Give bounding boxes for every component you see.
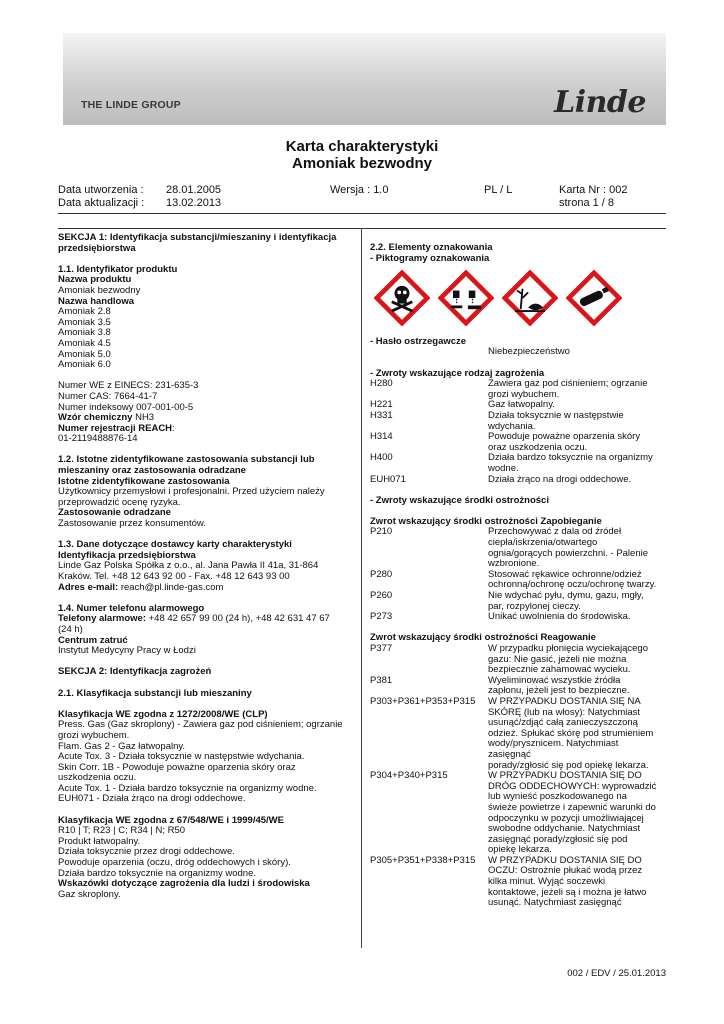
statement-row: [370, 527, 666, 569]
text-line: [58, 360, 356, 371]
text-line-main: Powoduje oparzenia (oczu, dróg oddechowych i skóry).: [58, 857, 291, 869]
created-value: 28.01.2005: [166, 184, 222, 196]
pictogram-row: [374, 270, 666, 326]
text-line: [58, 667, 356, 678]
response-heading: Zwrot wskazujący środki ostrożności Reagowanie: [370, 632, 596, 644]
brand-logo: Linde: [554, 85, 646, 120]
text-line-main: Flam. Gas 2 - Gaz łatwopalny.: [58, 740, 186, 752]
statement-row: [370, 591, 666, 612]
signal-word: Niebezpieczeństwo: [488, 346, 570, 358]
text-line-main: Zastosowanie przez konsumentów.: [58, 518, 206, 530]
statement-line: wdychania.: [488, 420, 536, 432]
statement-line: świeże powietrze i zapewnić warunki do: [488, 801, 656, 813]
statement-row: [370, 612, 666, 623]
header-banner: [63, 33, 666, 125]
statement-line: wody/prysznicem. Natychmiast: [488, 738, 619, 750]
text-line-main: Istotne zidentyfikowane zastosowania: [58, 475, 230, 487]
statement-line: W PRZYPADKU DOSTANIA SIĘ DO: [488, 770, 642, 782]
text-line-main: 1.4. Numer telefonu alarmowego: [58, 602, 205, 614]
hazard-statements: [370, 379, 666, 485]
version: Wersja : 1.0: [330, 184, 389, 196]
prevention-heading: Zwrot wskazujący środki ostrożności Zapobieganie: [370, 515, 602, 527]
statement-code: P381: [370, 674, 393, 686]
text-line-main: SEKCJA 2: Identyfikacja zagrożeń: [58, 666, 212, 678]
statement-line: porady/zgłosić się pod opiekę lekarza.: [488, 759, 649, 771]
statement-text: [488, 432, 666, 453]
statement-code: H331: [370, 409, 393, 421]
statement-text: [488, 644, 666, 676]
text-line-main: Acute Tox. 3 - Działa toksycznie w następstwie wdychania.: [58, 751, 305, 763]
statement-text: [488, 697, 666, 771]
statement-code: H314: [370, 431, 393, 443]
text-line-main: Nazwa produktu: [58, 274, 132, 286]
text-line-rest: :: [172, 422, 175, 434]
text-line-main: 01-2119488876-14: [58, 433, 138, 445]
statement-text: [488, 475, 666, 486]
statement-line: DRÓG ODDECHOWYCH: wyprowadzić: [488, 780, 657, 792]
gas-cylinder-icon: [566, 270, 622, 326]
statement-line: Działa żrąco na drogi oddechowe.: [488, 473, 632, 485]
statement-line: Unikać uwolnienia do środowiska.: [488, 611, 631, 623]
statement-line: usunąć. Natychmiast zasięgnąć: [488, 897, 622, 909]
statement-line: zasięgnąć porady/zgłosić się pod: [488, 833, 628, 845]
updated-value: 13.02.2013: [166, 197, 222, 209]
footer-code: 002 / EDV / 25.01.2013: [567, 968, 666, 979]
updated-label: Data aktualizacji :: [58, 197, 145, 209]
text-line: [58, 890, 356, 901]
prevention-statements: [370, 527, 666, 622]
text-line-main: Produkt łatwopalny.: [58, 835, 141, 847]
statement-text: [488, 612, 666, 623]
text-line: [58, 519, 356, 530]
statement-line: odpoczynku w pozycji umożliwiającej: [488, 812, 644, 824]
text-line-main: Użytkownicy przemysłowi i profesjonalni. Przed użyciem należy: [58, 486, 325, 498]
statement-line: odzież. Spłukać skórę pod strumieniem: [488, 727, 654, 739]
statement-line: kontaktowe, jeżeli są i można je łatwo: [488, 886, 647, 898]
text-line-main: grozi wybuchem.: [58, 729, 130, 741]
text-line-main: Press. Gas (Gaz skroplony) - Zawiera gaz pod ciśnieniem; ogrzanie: [58, 719, 343, 731]
text-line-main: Amoniak 4.5: [58, 337, 111, 349]
statement-line: usunąć/zdjąć całą zanieczyszczoną: [488, 717, 638, 729]
statement-line: zasięgnąć: [488, 748, 531, 760]
text-line-main: Wzór chemiczny: [58, 412, 133, 424]
text-line-main: Kraków. Tel. +48 12 643 92 00 - Fax. +48 12 643 93 00: [58, 571, 290, 582]
left-column: [58, 233, 356, 900]
text-line: [58, 434, 356, 445]
statement-text: [488, 591, 666, 612]
text-line-main: uszkodzenia oczu.: [58, 772, 137, 784]
statement-text: [488, 856, 666, 909]
statement-code: EUH071: [370, 473, 406, 485]
statement-text: [488, 379, 666, 400]
statement-row: [370, 475, 666, 486]
statement-line: bezpiecznie zahamować wycieku.: [488, 664, 631, 676]
document-subtitle: Amoniak bezwodny: [291, 155, 433, 172]
pictograms-heading: - Piktogramy oznakowania: [370, 252, 490, 264]
statement-line: Gaz łatwopalny.: [488, 399, 555, 411]
text-line-main: Identyfikacja przedsiębiorstwa: [58, 549, 196, 561]
statement-line: SKÓRĘ (lub na włosy): Natychmiast: [488, 706, 641, 718]
text-line-main: R10 | T; R23 | C; R34 | N; R50: [58, 825, 186, 837]
statement-row: [370, 453, 666, 474]
text-line-main: 2.1. Klasyfikacja substancji lub mieszaniny: [58, 687, 252, 699]
text-line: [58, 794, 356, 805]
skull-crossbones-icon: [374, 270, 430, 326]
statement-row: [370, 676, 666, 697]
statement-line: Działa bardzo toksycznie na organizmy: [488, 452, 653, 464]
statement-code: H400: [370, 452, 393, 464]
hazard-statements-heading: - Zwroty wskazujące rodzaj zagrożenia: [370, 367, 545, 379]
text-line-main: 1.2. Istotne zidentyfikowane zastosowania substancji lub: [58, 454, 315, 466]
statement-line: Przechowywać z dala od źródeł: [488, 526, 622, 538]
statement-text: [488, 676, 666, 697]
signal-word-heading: - Hasło ostrzegawcze: [370, 335, 467, 347]
statement-line: oraz uszkodzenia oczu.: [488, 441, 588, 453]
text-line-rest: reach@pl.linde-gas.com: [118, 581, 224, 593]
column-divider: [361, 228, 362, 948]
text-line-main: 1.3. Dane dotyczące dostawcy karty charakterystyki: [58, 539, 292, 551]
text-line-main: Zastosowanie odradzane: [58, 507, 171, 519]
text-line-main: Gaz skroplony.: [58, 888, 121, 900]
text-line-main: EUH071 - Działa żrąco na drogi oddechowe.: [58, 793, 246, 805]
statement-code: H221: [370, 399, 393, 411]
text-line: [58, 646, 356, 657]
text-line-main: Numer indeksowy 007-001-00-5: [58, 401, 194, 413]
statement-code: P303+P361+P353+P315: [370, 695, 476, 707]
text-line-main: Numer CAS: 7664-41-7: [58, 390, 158, 402]
statement-line: opiekę lekarza.: [488, 844, 552, 856]
statement-row: [370, 644, 666, 676]
text-line-main: (24 h): [58, 623, 83, 635]
statement-row: [370, 379, 666, 400]
text-line-main: Instytut Medycyny Pracy w Łodzi: [58, 645, 196, 657]
text-line-main: mieszaniny oraz zastosowania odradzane: [58, 465, 246, 477]
statement-code: P304+P340+P315: [370, 770, 448, 782]
text-line: [58, 614, 356, 625]
text-line-main: Działa bardzo toksycznie na organizmy wodne.: [58, 867, 257, 879]
text-line-main: Klasyfikacja WE zgodna z 1272/2008/WE (CLP): [58, 708, 268, 720]
environment-icon: [502, 270, 558, 326]
text-line: [58, 689, 356, 700]
text-line-main: Acute Tox. 1 - Działa bardzo toksycznie na organizmy wodne.: [58, 782, 317, 794]
text-line-main: przedsiębiorstwa: [58, 242, 136, 254]
text-line-main: Klasyfikacja WE zgodna z 67/548/WE i 1999/45/WE: [58, 814, 284, 826]
card-number: Karta Nr : 002: [559, 184, 628, 196]
page-number: strona 1 / 8: [559, 197, 615, 209]
statement-line: W przypadku płonięcia wyciekającego: [488, 643, 648, 654]
text-line-main: Amoniak 5.0: [58, 348, 111, 360]
statement-code: P377: [370, 643, 393, 654]
right-column: [370, 243, 666, 909]
statement-line: OCZU: Ostrożnie płukać wodą przez: [488, 865, 643, 877]
statement-code: H280: [370, 378, 393, 390]
statement-code: P273: [370, 611, 393, 623]
statement-line: swobodne oddychanie. Natychmiast: [488, 823, 641, 835]
text-line-main: Nazwa handlowa: [58, 295, 135, 307]
statement-line: W PRZYPADKU DOSTANIA SIĘ DO: [488, 854, 642, 866]
statement-row: [370, 411, 666, 432]
statement-line: grozi wybuchem.: [488, 388, 560, 400]
statement-row: [370, 432, 666, 453]
statement-row: [370, 570, 666, 591]
text-line-main: Telefony alarmowe:: [58, 613, 146, 625]
text-line-main: Centrum zatruć: [58, 634, 128, 646]
statement-text: [488, 771, 666, 856]
statement-line: Wyeliminować wszystkie źródła: [488, 674, 621, 686]
text-line-main: 1.1. Identyfikator produktu: [58, 263, 178, 275]
statement-line: Powoduje poważne oparzenia skóry: [488, 431, 641, 443]
statement-row: [370, 697, 666, 771]
text-line-rest: NH3: [132, 412, 155, 424]
header-divider: [58, 213, 666, 214]
text-line-main: Linde Gaz Polska Spółka z o.o., al. Jana Pawła II 41a, 31-864: [58, 560, 319, 572]
statement-code: P305+P351+P338+P315: [370, 854, 476, 866]
statement-line: W PRZYPADKU DOSTANIA SIĘ NA: [488, 695, 641, 707]
statement-text: [488, 527, 666, 569]
statement-line: ochronną/ochronę oczu/ochronę twarzy.: [488, 579, 657, 591]
text-line-main: SEKCJA 1: Identyfikacja substancji/mieszaniny i identyfikacja: [58, 232, 337, 243]
content-divider: [58, 228, 666, 229]
statement-line: par, rozpylonej cieczy.: [488, 600, 581, 612]
statement-line: lub wynieść poszkodowanego na: [488, 791, 627, 803]
statement-line: Zawiera gaz pod ciśnieniem; ogrzanie: [488, 378, 648, 390]
statement-line: Działa toksycznie w następstwie: [488, 409, 624, 421]
text-line-main: Wskazówki dotyczące zagrożenia dla ludzi i środowiska: [58, 878, 310, 890]
text-line-main: Amoniak 2.8: [58, 306, 111, 318]
statement-line: wzbronione.: [488, 558, 540, 570]
statement-line: wodne.: [488, 462, 519, 474]
statement-line: Stosować rękawice ochronne/odzież: [488, 568, 642, 580]
statement-row: [370, 771, 666, 856]
text-line-main: przeprowadzić ocenę ryzyka.: [58, 496, 181, 508]
statement-code: P260: [370, 590, 393, 602]
text-line: [58, 583, 356, 594]
statement-line: ognia/gorących powierzchni. - Palenie: [488, 547, 649, 559]
labelling-heading: 2.2. Elementy oznakowania: [370, 242, 493, 253]
statement-line: gazu: Nie gasić, jeżeli nie można: [488, 653, 627, 665]
text-line-main: Działa toksycznie przez drogi oddechowe.: [58, 846, 235, 858]
created-label: Data utworzenia :: [58, 184, 144, 196]
statement-line: Nie wdychać pyłu, dymu, gazu, mgły,: [488, 590, 644, 602]
statement-code: P210: [370, 526, 393, 538]
text-line-main: Skin Corr. 1B - Powoduje poważne oparzenia skóry oraz: [58, 761, 296, 773]
corrosion-icon: [438, 270, 494, 326]
text-line-main: Adres e-mail:: [58, 581, 119, 593]
text-line-main: Amoniak 3.5: [58, 316, 111, 328]
statement-line: ciepła/iskrzenia/otwartego: [488, 537, 598, 549]
text-line-rest: +48 42 657 99 00 (24 h), +48 42 631 47 67: [146, 613, 330, 625]
text-line-main: Amoniak 3.8: [58, 327, 111, 339]
statement-text: [488, 570, 666, 591]
document-title: Karta charakterystyki: [285, 138, 439, 155]
language: PL / L: [484, 184, 513, 196]
response-statements: [370, 644, 666, 909]
statement-text: [488, 411, 666, 432]
text-line-main: Amoniak 6.0: [58, 359, 111, 371]
text-line-main: Amoniak bezwodny: [58, 284, 141, 296]
precautionary-heading: - Zwroty wskazujące środki ostrożności: [370, 494, 549, 506]
text-line-main: Numer WE z EINECS: 231-635-3: [58, 380, 199, 392]
statement-text: [488, 453, 666, 474]
group-name: THE LINDE GROUP: [81, 99, 181, 111]
statement-code: P280: [370, 568, 393, 580]
text-line: [58, 244, 356, 255]
statement-row: [370, 856, 666, 909]
statement-line: zapłonu, jeżeli jest to bezpieczne.: [488, 685, 630, 697]
text-line-main: Numer rejestracji REACH: [58, 422, 173, 434]
statement-line: kilka minut. Wyjąć soczewki: [488, 876, 606, 888]
